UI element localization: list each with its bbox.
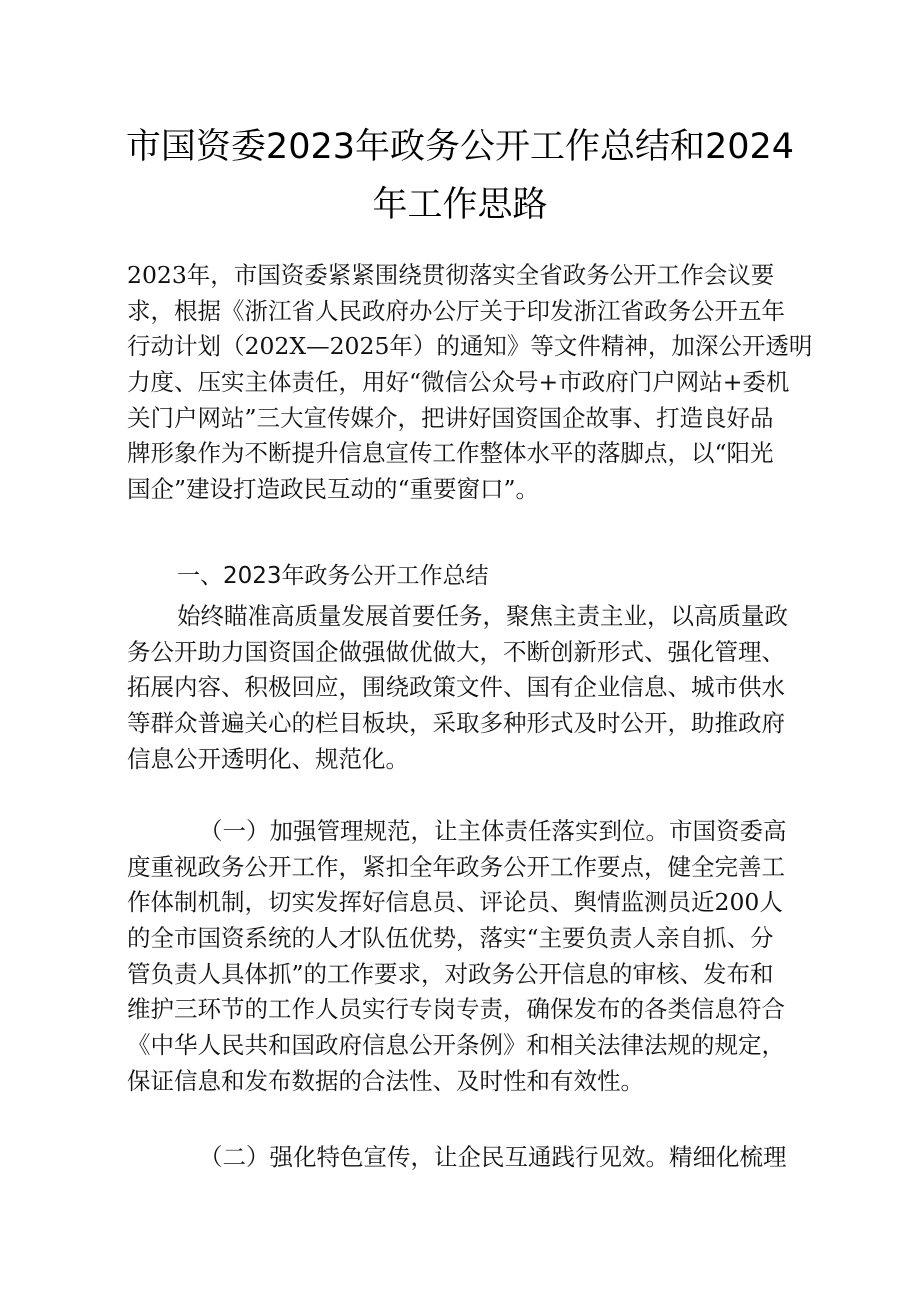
- paragraph-line: （二）强化特色宣传，让企民互通践行见效。精细化梳理: [199, 1143, 787, 1171]
- title-line: 年工作思路: [372, 185, 548, 225]
- document-title: [0, 118, 920, 234]
- subsection1-paragraph: [127, 814, 807, 1100]
- paragraph-line: 国企”建设打造政民互动的“重要窗口”。: [127, 475, 540, 504]
- paragraph-line: 2023年，市国资委紧紧围绕贯彻落实全省政务公开工作会议要: [127, 261, 775, 289]
- paragraph-line: 信息公开透明化、规范化。: [127, 744, 409, 773]
- paragraph-line: 力度、压实主体责任，用好“微信公众号+市政府门户网站+委机: [127, 368, 790, 397]
- paragraph-line: 关门户网站”三大宣传媒介，把讲好国资国企故事、打造良好品: [127, 403, 774, 432]
- paragraph-line: 求，根据《浙江省人民政府办公厅关于印发浙江省政务公开五年: [127, 296, 785, 325]
- paragraph-line: 牌形象作为不断提升信息宣传工作整体水平的落脚点，以“阳光: [127, 439, 774, 468]
- paragraph-line: 的全市国资系统的人才队伍优势，落实“主要负责人亲自抓、分: [127, 924, 774, 953]
- section-heading: 一、2023年政务公开工作总结: [177, 563, 489, 589]
- paragraph-line: 《中华人民共和国政府信息公开条例》和相关法律法规的规定，: [127, 1031, 785, 1060]
- paragraph-line: 行动计划（202X—2025年）的通知》等文件精神，加深公开透明: [127, 332, 813, 361]
- paragraph-line: 始终瞄准高质量发展首要任务，聚焦主责主业，以高质量政: [177, 602, 788, 630]
- paragraph-line: 保证信息和发布数据的合法性、及时性和有效性。: [127, 1066, 644, 1095]
- title-line: 市国资委2023年政务公开工作总结和2024: [125, 127, 795, 167]
- paragraph-line: （一）加强管理规范，让主体责任落实到位。市国资委高: [199, 817, 787, 845]
- paragraph-line: 度重视政务公开工作，紧扣全年政务公开工作要点，健全完善工: [127, 852, 785, 881]
- section1-paragraph: [127, 599, 807, 777]
- paragraph-line: 维护三环节的工作人员实行专岗专责，确保发布的各类信息符合: [127, 995, 785, 1024]
- paragraph-line: 作体制机制，切实发挥好信息员、评论员、舆情监测员近200人: [127, 888, 783, 917]
- paragraph-line: 管负责人具体抓”的工作要求，对政务公开信息的审核、发布和: [127, 959, 774, 988]
- paragraph-line: 拓展内容、积极回应，围绕政策文件、国有企业信息、城市供水: [127, 673, 785, 702]
- paragraph-line: 务公开助力国资国企做强做优做大，不断创新形式、强化管理、: [127, 637, 785, 666]
- subsection2-paragraph: [127, 1140, 807, 1176]
- paragraph-line: 等群众普遍关心的栏目板块，采取多种形式及时公开，助推政府: [127, 709, 785, 738]
- intro-paragraph: [127, 258, 813, 508]
